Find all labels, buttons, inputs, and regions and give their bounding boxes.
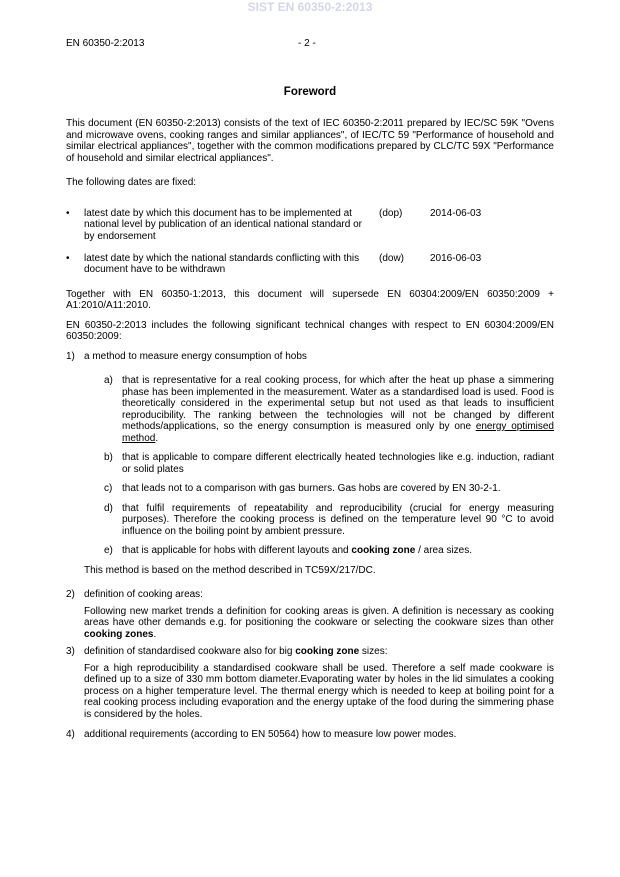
bullet: • <box>66 252 70 264</box>
header-doc-id: EN 60350-2:2013 <box>66 38 145 49</box>
item-text: additional requirements (according to EN 50564) how to measure low power modes. <box>84 729 457 740</box>
sub-text: that is applicable to compare different electrically heated technologies like e.g. induction, radiant or solid plates <box>122 452 554 475</box>
list-item-4 <box>66 729 554 741</box>
watermark: SIST EN 60350-2:2013 <box>247 0 373 14</box>
sub-item-a <box>104 375 554 444</box>
sub-item-b <box>104 452 554 475</box>
intro-paragraph: This document (EN 60350-2:2013) consists of the text of IEC 60350-2:2011 prepared by IEC/SC 59K "Ovens and microwave ovens, cooking ranges and similar appliances", of IEC/TC 59 "Performance of household and similar electrical appliances", together with the common modifications prepared by CLC/TC 59X "Performance of household and similar electrical appliances". <box>66 118 554 164</box>
page-title: Foreword <box>283 86 337 98</box>
sub-label: b) <box>104 452 113 463</box>
sub-text-end: / area sizes. <box>415 545 473 556</box>
date-code: (dow) <box>379 252 405 264</box>
dates-intro: The following dates are fixed: <box>66 177 197 188</box>
date-row-dop <box>66 208 554 242</box>
sub-label: a) <box>104 375 113 386</box>
item-text <box>84 646 554 658</box>
item-number: 3) <box>66 646 75 657</box>
item-paragraph <box>84 606 554 641</box>
sub-item-e <box>104 545 554 557</box>
sub-text: that is representative for a real cooking process, for which after the heat up phase a simmering phase has been implemented in the measurement. Water as a standardised load is used. Food is theoretically considered in the experimental setup but not used as that leads to insufficient reproducibility. The ranking between the technologies will not be changed by different methods/applications, so the energy consumption is measured only by one <box>122 375 554 432</box>
date-code: (dop) <box>379 207 403 219</box>
para-end: . <box>153 628 157 640</box>
sub-text: that fulfil requirements of repeatability and reproducibility (crucial for energy measuring purposes). Therefore the cooking process is defined on the temperature level 90 °C to avoid influence on the boiling point by ambient pressure. <box>122 502 554 537</box>
method-note: This method is based on the method described in TC59X/217/DC. <box>84 564 376 576</box>
sub-label: d) <box>104 502 113 514</box>
item-number: 2) <box>66 589 75 600</box>
sub-text: that is applicable for hobs with different layouts and <box>122 545 352 556</box>
date-description: latest date by which the national standards conflicting with this document have to be withdrawn <box>84 252 360 275</box>
list-item-2 <box>66 589 554 640</box>
header-page-number: - 2 - <box>298 38 316 49</box>
supersede-paragraph: Together with EN 60350-1:2013, this document will supersede EN 60304:2009/EN 60350:2009 + A1:2010/A11:2010. <box>66 288 554 311</box>
bold-term: cooking zone <box>351 545 416 556</box>
sub-label: e) <box>104 545 113 556</box>
sub-item-c <box>104 483 554 495</box>
sub-item-d <box>104 503 554 538</box>
item-number: 1) <box>66 350 75 362</box>
item-text-end: sizes: <box>359 646 388 657</box>
list-item-1 <box>66 351 554 363</box>
date-value: 2014-06-03 <box>430 207 482 219</box>
item-number: 4) <box>66 729 75 740</box>
item-text-start: definition of standardised cookware also for big <box>84 646 296 657</box>
date-row-dow <box>66 253 554 276</box>
item-text: definition of cooking areas: <box>84 589 203 600</box>
bullet: • <box>66 207 70 219</box>
date-description: latest date by which this document has to be implemented at national level by publication of an identical national standard or by endorsement <box>84 207 362 242</box>
list-item-3 <box>66 646 554 720</box>
bold-term: cooking zones <box>84 628 154 640</box>
sub-list <box>104 375 554 557</box>
item-paragraph: For a high reproducibility a standardised cookware shall be used. Therefore a self made cookware is defined up to a size of 330 mm bottom diameter.Evaporating water by holes in the lid simulates a cooking process on a higher temperature level. The thermal energy which is needed to keep at boiling point for a real cooking process including evaporation and the energy uptake of the food during the simmering phase is considered by the holes. <box>84 662 554 720</box>
item-text: a method to measure energy consumption of hobs <box>84 350 307 362</box>
foreword-content <box>66 86 554 741</box>
sub-text: that leads not to a comparison with gas burners. Gas hobs are covered by EN 30-2-1. <box>122 483 501 494</box>
changes-intro: EN 60350-2:2013 includes the following significant technical changes with respect to EN 60304:2009/EN 60350:2009: <box>66 319 554 342</box>
sub-label: c) <box>104 483 113 494</box>
underlined-term: energy optimised method <box>122 421 554 444</box>
date-value: 2016-06-03 <box>430 252 482 264</box>
para-text: Following new market trends a definition for cooking areas is given. A definition is necessary as cooking areas have other demands e.g. for positioning the cookware or selecting the cookware sizes than other <box>84 605 554 628</box>
bold-term: cooking zone <box>295 646 360 657</box>
sub-text-end: . <box>155 432 159 444</box>
